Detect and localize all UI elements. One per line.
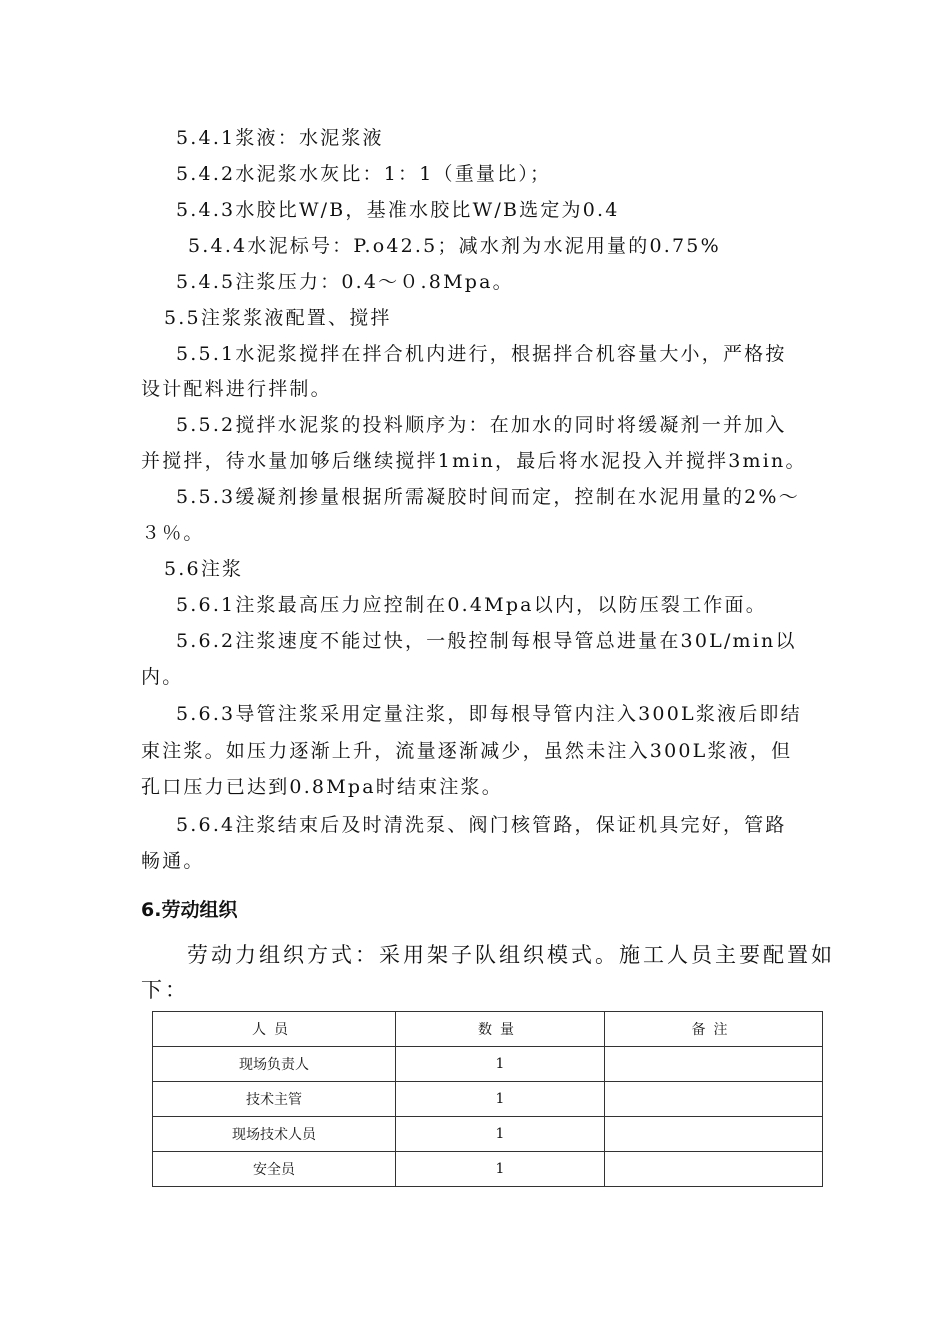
labor-intro-line2: 下： (141, 978, 189, 1002)
clause-5-6-2-line1: 5.6.2注浆速度不能过快，一般控制每根导管总进量在30L/min以 (176, 630, 797, 652)
cell-remarks (605, 1117, 823, 1152)
clause-5-6-3-line1: 5.6.3导管注浆采用定量注浆，即每根导管内注入300L浆液后即结 (176, 703, 802, 725)
clause-5-4-5: 5.4.5注浆压力：0.4～０.8Mpa。 (176, 271, 514, 293)
clause-5-5-3-line1: 5.5.3缓凝剂掺量根据所需凝胶时间而定，控制在水泥用量的2%～ (176, 486, 800, 508)
table-row (153, 1082, 823, 1117)
cell-quantity: 1 (396, 1047, 605, 1082)
cell-role: 安全员 (153, 1152, 396, 1187)
cell-remarks (605, 1152, 823, 1187)
clause-5-6-1: 5.6.1注浆最高压力应控制在0.4Mpa以内，以防压裂工作面。 (176, 594, 767, 616)
clause-5-5-2-line1: 5.5.2搅拌水泥浆的投料顺序为：在加水的同时将缓凝剂一并加入 (176, 414, 787, 436)
clause-5-6-3-line2: 束注浆。如压力逐渐上升，流量逐渐减少，虽然未注入300L浆液，但 (141, 740, 793, 762)
table-header-row (153, 1012, 823, 1047)
table-row (153, 1117, 823, 1152)
cell-quantity: 1 (396, 1117, 605, 1152)
cell-role: 现场技术人员 (153, 1117, 396, 1152)
table-row (153, 1152, 823, 1187)
clause-5-6-3-line3: 孔口压力已达到0.8Mpa时结束注浆。 (141, 776, 503, 798)
cell-quantity: 1 (396, 1152, 605, 1187)
labor-intro-line1: 劳动力组织方式：采用架子队组织模式。施工人员主要配置如 (187, 943, 835, 967)
cell-remarks (605, 1082, 823, 1117)
cell-role: 现场负责人 (153, 1047, 396, 1082)
clause-5-4-4: 5.4.4水泥标号：P.o42.5；减水剂为水泥用量的0.75% (188, 235, 721, 257)
clause-5-5-2-line2: 并搅拌，待水量加够后继续搅拌1min，最后将水泥投入并搅拌3min。 (141, 450, 807, 472)
header-remarks: 备注 (605, 1012, 823, 1047)
staff-table (152, 1011, 823, 1187)
clause-5-6-4-line1: 5.6.4注浆结束后及时清洗泵、阀门核管路，保证机具完好，管路 (176, 814, 787, 836)
clause-5-5-1-line1: 5.5.1水泥浆搅拌在拌合机内进行，根据拌合机容量大小，严格按 (176, 343, 787, 365)
cell-quantity: 1 (396, 1082, 605, 1117)
section-6-heading: 6.劳动组织 (141, 899, 238, 921)
clause-5-4-1: 5.4.1浆液：水泥浆液 (176, 127, 384, 149)
clause-5-4-3: 5.4.3水胶比W/B，基准水胶比W/B选定为0.4 (176, 199, 620, 221)
section-5-6-title: 5.6注浆 (164, 558, 244, 580)
clause-5-5-3-line2: ３％。 (141, 522, 205, 544)
clause-5-5-1-line2: 设计配料进行拌制。 (141, 378, 332, 400)
table-row (153, 1047, 823, 1082)
clause-5-6-2-line2: 内。 (141, 666, 184, 688)
cell-role: 技术主管 (153, 1082, 396, 1117)
cell-remarks (605, 1047, 823, 1082)
header-personnel: 人员 (153, 1012, 396, 1047)
clause-5-4-2: 5.4.2水泥浆水灰比：1：1（重量比）； (176, 163, 552, 185)
clause-5-6-4-line2: 畅通。 (141, 850, 205, 872)
header-quantity: 数量 (396, 1012, 605, 1047)
section-5-5-title: 5.5注浆浆液配置、搅拌 (164, 307, 392, 329)
